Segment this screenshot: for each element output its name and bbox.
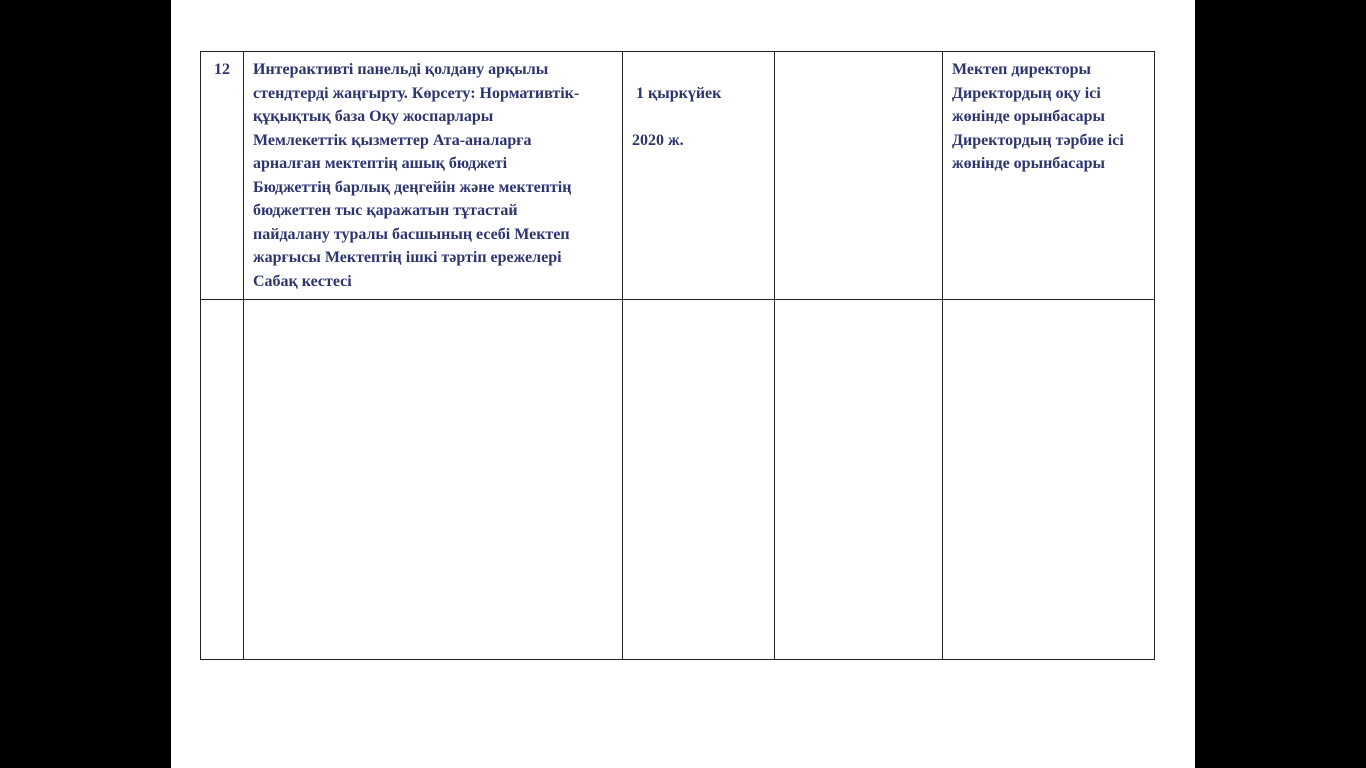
activity-line: Интерактивті панельді қолдану арқылы	[253, 61, 549, 78]
responsible-cell	[943, 52, 1155, 300]
activity-line: Сабақ кестесі	[253, 272, 352, 290]
activity-line: құқықтық база Оқу жоспарлары	[253, 108, 494, 125]
slide-page	[171, 0, 1195, 768]
activity-line: Мемлекеттік қызметтер Ата-аналарға	[253, 131, 532, 149]
activity-line: стендтерді жаңғырту. Көрсету: Нормативтік-	[253, 84, 580, 102]
activity-cell	[244, 52, 623, 300]
date-line: 2020 ж.	[632, 131, 684, 149]
activity-cell	[244, 300, 623, 660]
empty-cell	[775, 300, 943, 660]
activity-line: бюджеттен тыс қаражатын тұтастай	[253, 202, 518, 219]
date-line: 1 қыркүйек	[632, 84, 722, 102]
activity-line: Бюджеттің барлық деңгейін және мектептің	[253, 178, 572, 196]
responsible-line: Мектеп директоры	[952, 61, 1091, 78]
table-row	[201, 300, 1155, 660]
row-number-cell	[201, 52, 244, 300]
date-cell	[623, 300, 775, 660]
date-cell	[623, 52, 775, 300]
table-row	[201, 52, 1155, 300]
plan-table	[200, 51, 1155, 660]
responsible-cell	[943, 300, 1155, 660]
row-number-cell	[201, 300, 244, 660]
row-number: 12	[214, 61, 230, 78]
activity-line: пайдалану туралы басшының есебі Мектеп	[253, 225, 570, 243]
responsible-line: жөнінде орынбасары	[952, 108, 1105, 125]
responsible-line: Директордың тәрбие ісі	[952, 131, 1124, 149]
responsible-line: жөнінде орынбасары	[952, 155, 1105, 172]
responsible-line: Директордың оқу ісі	[952, 84, 1101, 102]
empty-cell	[775, 52, 943, 300]
activity-line: жарғысы Мектептің ішкі тәртіп ережелері	[253, 249, 562, 266]
activity-line: арналған мектептің ашық бюджеті	[253, 155, 508, 172]
